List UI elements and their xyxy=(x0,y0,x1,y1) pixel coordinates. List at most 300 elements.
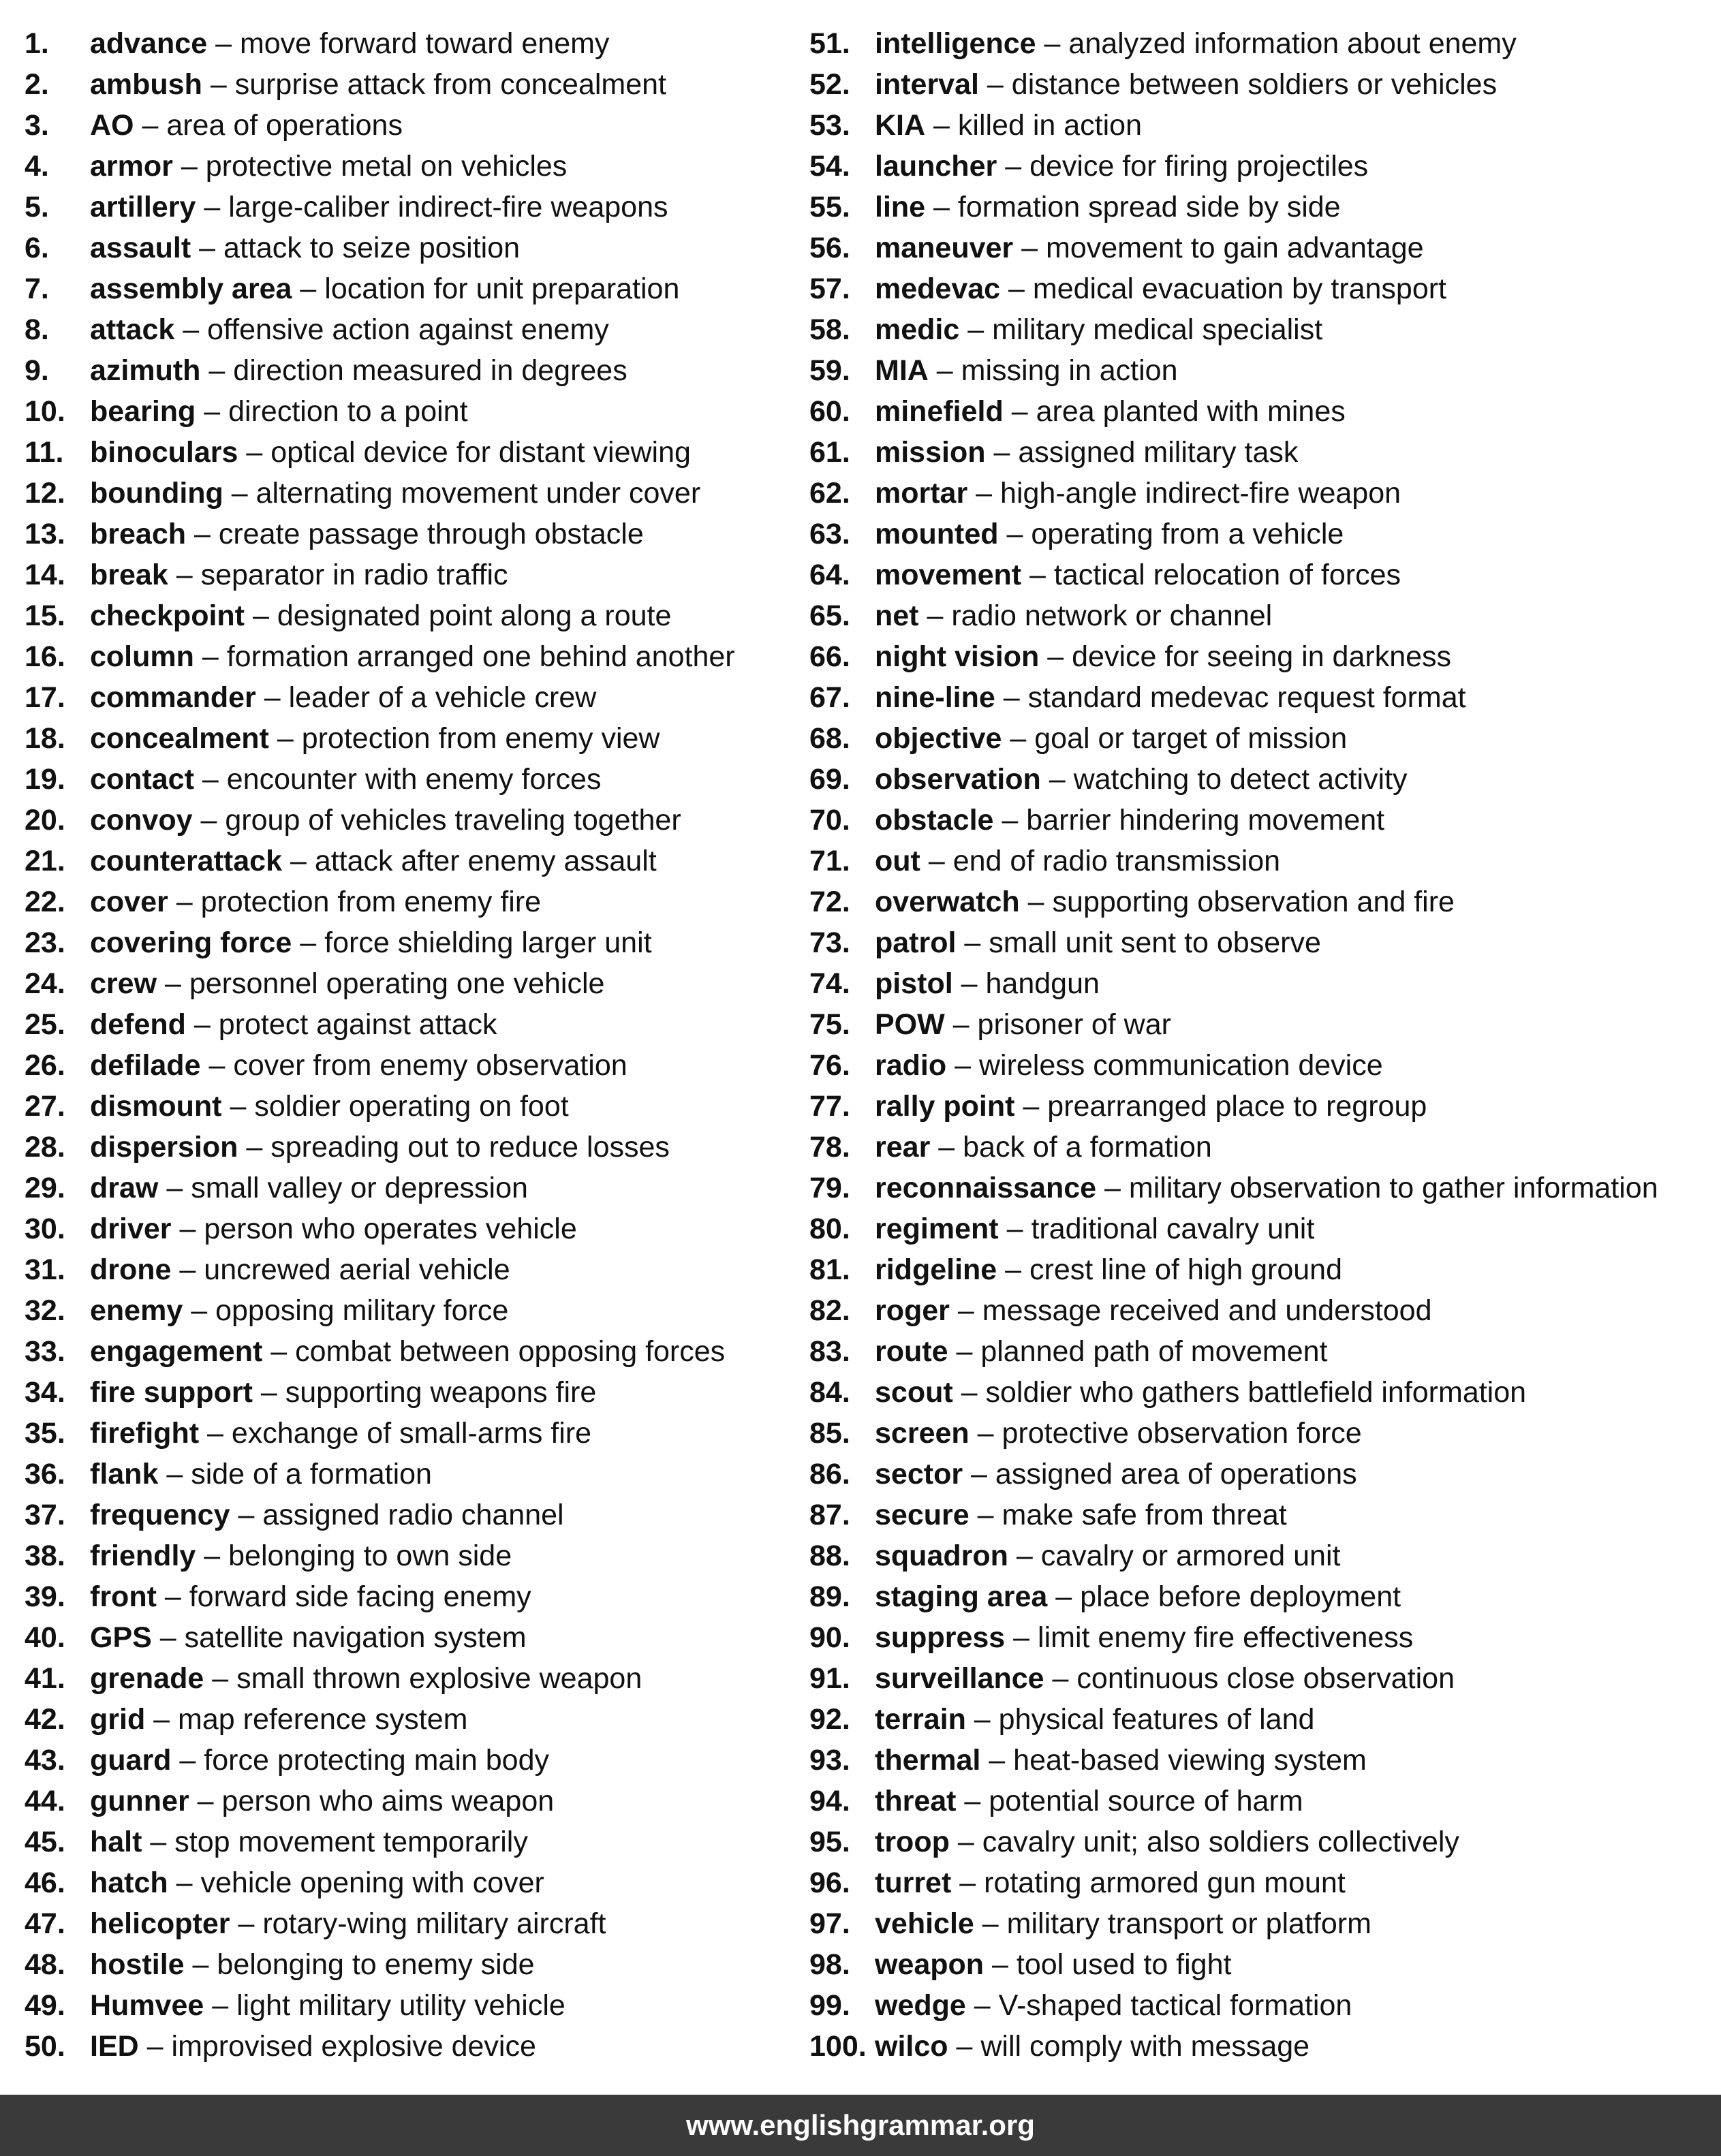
entry-number: 47. xyxy=(25,1907,65,1940)
entry-dash: – xyxy=(277,722,294,755)
entry-term: MIA xyxy=(875,354,929,387)
entry-dash: – xyxy=(215,27,232,60)
entry-term: surveillance xyxy=(875,1662,1044,1695)
entry-definition: watching to detect activity xyxy=(1073,763,1408,796)
glossary-column-right xyxy=(809,26,1716,2069)
glossary-entry xyxy=(809,1947,1716,1988)
entry-number: 18. xyxy=(25,722,65,755)
glossary-entry xyxy=(25,1702,808,1743)
entry-term: gunner xyxy=(90,1785,189,1817)
entry-number: 62. xyxy=(809,477,850,510)
glossary-entry xyxy=(809,1416,1716,1456)
glossary-entry xyxy=(809,598,1716,639)
entry-number: 82. xyxy=(809,1294,850,1327)
entry-definition: attack to seize position xyxy=(223,232,521,264)
entry-definition: personnel operating one vehicle xyxy=(189,967,605,1000)
entry-term: suppress xyxy=(875,1621,1006,1654)
entry-dash: – xyxy=(961,967,978,1000)
entry-definition: group of vehicles traveling together xyxy=(225,804,681,837)
glossary-entry xyxy=(25,721,808,762)
entry-dash: – xyxy=(176,886,193,918)
glossary-entry xyxy=(25,966,808,1007)
glossary-entry xyxy=(809,639,1716,680)
entry-number: 100. xyxy=(809,2030,867,2063)
glossary-entry xyxy=(25,475,808,516)
entry-dash: – xyxy=(928,845,945,877)
entry-dash: – xyxy=(179,1744,196,1777)
entry-definition: small thrown explosive weapon xyxy=(236,1662,642,1695)
entry-dash: – xyxy=(260,1376,277,1409)
entry-number: 78. xyxy=(809,1131,850,1163)
glossary-entry xyxy=(25,639,808,680)
glossary-entry xyxy=(25,557,808,598)
glossary-entry xyxy=(809,353,1716,394)
glossary-entry xyxy=(809,843,1716,884)
entry-term: ambush xyxy=(90,68,202,101)
entry-dash: – xyxy=(1003,681,1020,714)
entry-term: contact xyxy=(90,763,194,796)
glossary-entry xyxy=(25,230,808,271)
entry-definition: encounter with enemy forces xyxy=(226,763,602,796)
glossary-entry xyxy=(25,1375,808,1416)
entry-term: route xyxy=(875,1335,948,1368)
entry-number: 77. xyxy=(809,1090,850,1123)
glossary-entry xyxy=(25,762,808,802)
glossary-entry xyxy=(809,1211,1716,1252)
entry-term: enemy xyxy=(90,1294,183,1327)
entry-term: turret xyxy=(875,1866,952,1899)
entry-term: convoy xyxy=(90,804,193,837)
entry-definition: small unit sent to observe xyxy=(989,926,1321,959)
entry-term: squadron xyxy=(875,1540,1008,1572)
entry-definition: create passage through obstacle xyxy=(218,518,644,550)
entry-dash: – xyxy=(1006,518,1023,550)
entry-term: firefight xyxy=(90,1417,200,1450)
entry-term: ridgeline xyxy=(875,1253,997,1286)
entry-number: 31. xyxy=(25,1253,65,1286)
entry-term: observation xyxy=(875,763,1041,796)
glossary-entry xyxy=(25,1579,808,1620)
entry-dash: – xyxy=(1008,272,1025,305)
entry-dash: – xyxy=(1016,1540,1033,1572)
entry-definition: heat-based viewing system xyxy=(1013,1744,1367,1777)
entry-term: cover xyxy=(90,886,168,918)
entry-dash: – xyxy=(192,1948,209,1981)
entry-term: bearing xyxy=(90,395,196,428)
entry-dash: – xyxy=(987,68,1004,101)
entry-number: 41. xyxy=(25,1662,65,1695)
entry-term: draw xyxy=(90,1172,159,1204)
entry-definition: force shielding larger unit xyxy=(324,926,652,959)
entry-dash: – xyxy=(166,1458,183,1490)
entry-term: drone xyxy=(90,1253,172,1286)
entry-dash: – xyxy=(976,477,993,510)
entry-number: 49. xyxy=(25,1989,65,2022)
glossary-entry xyxy=(809,1048,1716,1089)
entry-term: nine-line xyxy=(875,681,995,714)
entry-definition: planned path of movement xyxy=(980,1335,1328,1368)
entry-number: 57. xyxy=(809,272,850,305)
entry-definition: wireless communication device xyxy=(978,1049,1383,1082)
entry-dash: – xyxy=(1010,722,1027,755)
glossary-entry xyxy=(25,271,808,312)
entry-term: maneuver xyxy=(875,232,1014,264)
entry-term: fire support xyxy=(90,1376,253,1409)
entry-number: 3. xyxy=(25,109,49,142)
entry-definition: barrier hindering movement xyxy=(1026,804,1385,837)
entry-term: column xyxy=(90,640,194,673)
entry-number: 58. xyxy=(809,313,850,346)
entry-term: troop xyxy=(875,1826,950,1858)
glossary-entry xyxy=(809,1007,1716,1048)
glossary-entry xyxy=(25,1252,808,1293)
entry-dash: – xyxy=(176,559,193,591)
entry-number: 69. xyxy=(809,763,850,796)
entry-definition: move forward toward enemy xyxy=(239,27,610,60)
entry-term: mounted xyxy=(875,518,999,550)
entry-definition: protect against attack xyxy=(218,1008,497,1041)
entry-term: vehicle xyxy=(875,1907,974,1940)
glossary-entry xyxy=(25,1089,808,1129)
glossary-entry xyxy=(809,1170,1716,1211)
glossary-entry xyxy=(25,67,808,108)
entry-dash: – xyxy=(252,599,269,632)
entry-definition: area of operations xyxy=(166,109,403,142)
entry-dash: – xyxy=(961,1376,978,1409)
entry-term: intelligence xyxy=(875,27,1036,60)
entry-number: 70. xyxy=(809,804,850,837)
entry-dash: – xyxy=(208,354,226,387)
entry-dash: – xyxy=(971,1458,987,1490)
entry-dash: – xyxy=(202,640,219,673)
entry-dash: – xyxy=(230,1090,247,1123)
entry-term: defend xyxy=(90,1008,186,1041)
entry-term: assault xyxy=(90,232,191,264)
entry-number: 64. xyxy=(809,559,850,591)
entry-term: threat xyxy=(875,1785,957,1817)
entry-dash: – xyxy=(1013,1621,1030,1654)
glossary-entry xyxy=(809,557,1716,598)
entry-dash: – xyxy=(1023,1090,1040,1123)
entry-number: 65. xyxy=(809,599,850,632)
entry-definition: opposing military force xyxy=(215,1294,509,1327)
entry-number: 81. xyxy=(809,1253,850,1286)
entry-number: 84. xyxy=(809,1376,850,1409)
entry-number: 75. xyxy=(809,1008,850,1041)
glossary-entry xyxy=(809,884,1716,925)
glossary-entry xyxy=(25,353,808,394)
glossary-entry xyxy=(25,1334,808,1375)
entry-definition: map reference system xyxy=(178,1703,468,1736)
entry-number: 71. xyxy=(809,845,850,877)
glossary-entry xyxy=(809,1620,1716,1661)
glossary-entry xyxy=(25,149,808,189)
entry-dash: – xyxy=(993,436,1010,469)
glossary-entry xyxy=(809,966,1716,1007)
entry-term: wedge xyxy=(875,1989,966,2022)
entry-dash: – xyxy=(153,1703,170,1736)
entry-dash: – xyxy=(183,313,200,346)
entry-definition: stop movement temporarily xyxy=(174,1826,528,1858)
entry-term: radio xyxy=(875,1049,947,1082)
entry-definition: military observation to gather information xyxy=(1128,1172,1658,1204)
entry-number: 20. xyxy=(25,804,65,837)
entry-number: 10. xyxy=(25,395,65,428)
entry-dash: – xyxy=(977,1417,994,1450)
glossary-entry xyxy=(809,1089,1716,1129)
entry-definition: offensive action against enemy xyxy=(207,313,609,346)
entry-definition: cavalry or armored unit xyxy=(1040,1540,1341,1572)
entry-dash: – xyxy=(936,354,953,387)
entry-number: 30. xyxy=(25,1213,65,1245)
entry-definition: potential source of harm xyxy=(989,1785,1303,1817)
entry-dash: – xyxy=(179,1253,196,1286)
entry-definition: uncrewed aerial vehicle xyxy=(204,1253,510,1286)
entry-number: 21. xyxy=(25,845,65,877)
entry-number: 40. xyxy=(25,1621,65,1654)
entry-number: 55. xyxy=(809,191,850,223)
entry-dash: – xyxy=(938,1131,955,1163)
glossary-entry xyxy=(809,925,1716,966)
entry-term: medic xyxy=(875,313,960,346)
glossary-entry xyxy=(25,1048,808,1089)
entry-dash: – xyxy=(208,1049,226,1082)
entry-dash: – xyxy=(212,1989,229,2022)
entry-definition: V-shaped tactical formation xyxy=(998,1989,1352,2022)
entry-definition: continuous close observation xyxy=(1076,1662,1455,1695)
entry-number: 24. xyxy=(25,967,65,1000)
entry-dash: – xyxy=(181,150,198,183)
entry-definition: attack after enemy assault xyxy=(314,845,657,877)
entry-definition: killed in action xyxy=(957,109,1142,142)
glossary-entry xyxy=(25,1743,808,1783)
entry-dash: – xyxy=(952,1008,970,1041)
entry-definition: cavalry unit; also soldiers collectively xyxy=(982,1826,1459,1858)
entry-definition: formation spread side by side xyxy=(957,191,1341,223)
entry-dash: – xyxy=(974,1703,991,1736)
entry-definition: separator in radio traffic xyxy=(200,559,508,591)
entry-term: net xyxy=(875,599,919,632)
entry-number: 72. xyxy=(809,886,850,918)
entry-number: 32. xyxy=(25,1294,65,1327)
glossary-entry xyxy=(809,189,1716,230)
entry-definition: forward side facing enemy xyxy=(189,1580,531,1613)
entry-definition: location for unit preparation xyxy=(324,272,680,305)
entry-dash: – xyxy=(204,191,221,223)
entry-number: 29. xyxy=(25,1172,65,1204)
entry-term: armor xyxy=(90,150,173,183)
entry-definition: satellite navigation system xyxy=(184,1621,527,1654)
entry-dash: – xyxy=(212,1662,229,1695)
glossary-entry xyxy=(25,1416,808,1456)
entry-dash: – xyxy=(1049,763,1066,796)
entry-dash: – xyxy=(191,1294,208,1327)
entry-dash: – xyxy=(992,1948,1008,1981)
entry-definition: analyzed information about enemy xyxy=(1068,27,1517,60)
entry-dash: – xyxy=(300,926,317,959)
entry-dash: – xyxy=(1005,1253,1022,1286)
entry-term: AO xyxy=(90,109,134,142)
entry-definition: small valley or depression xyxy=(191,1172,528,1204)
glossary-entry xyxy=(809,26,1716,67)
entry-dash: – xyxy=(200,804,217,837)
entry-number: 91. xyxy=(809,1662,850,1695)
entry-number: 44. xyxy=(25,1785,65,1817)
entry-number: 73. xyxy=(809,926,850,959)
entry-number: 33. xyxy=(25,1335,65,1368)
entry-definition: high-angle indirect-fire weapon xyxy=(1000,477,1401,510)
entry-definition: standard medevac request format xyxy=(1027,681,1466,714)
entry-number: 46. xyxy=(25,1866,65,1899)
entry-definition: movement to gain advantage xyxy=(1046,232,1424,264)
entry-dash: – xyxy=(957,1826,974,1858)
entry-dash: – xyxy=(264,681,281,714)
entry-dash: – xyxy=(150,1826,167,1858)
entry-term: binoculars xyxy=(90,436,238,469)
entry-definition: person who operates vehicle xyxy=(204,1213,577,1245)
glossary-entry xyxy=(25,1211,808,1252)
entry-dash: – xyxy=(1027,886,1044,918)
entry-term: obstacle xyxy=(875,804,994,837)
entry-definition: missing in action xyxy=(961,354,1178,387)
entry-term: crew xyxy=(90,967,157,1000)
entry-number: 68. xyxy=(809,722,850,755)
glossary-entry xyxy=(25,1947,808,1988)
entry-term: KIA xyxy=(875,109,926,142)
glossary-entry xyxy=(809,721,1716,762)
entry-number: 9. xyxy=(25,354,49,387)
entry-term: flank xyxy=(90,1458,159,1490)
entry-definition: radio network or channel xyxy=(951,599,1273,632)
glossary-entry xyxy=(809,1579,1716,1620)
glossary-entry xyxy=(809,475,1716,516)
glossary-entry xyxy=(809,1988,1716,2029)
entry-term: attack xyxy=(90,313,175,346)
entry-definition: vehicle opening with cover xyxy=(200,1866,544,1899)
entry-definition: distance between soldiers or vehicles xyxy=(1011,68,1498,101)
entry-dash: – xyxy=(989,1744,1006,1777)
entry-definition: designated point along a route xyxy=(277,599,672,632)
entry-number: 98. xyxy=(809,1948,850,1981)
entry-dash: – xyxy=(159,1621,176,1654)
glossary-entry xyxy=(25,1906,808,1947)
entry-number: 94. xyxy=(809,1785,850,1817)
entry-definition: person who aims weapon xyxy=(221,1785,555,1817)
glossary-column-left xyxy=(25,26,808,2069)
glossary-entry xyxy=(25,680,808,721)
entry-definition: tactical relocation of forces xyxy=(1053,559,1401,591)
entry-term: engagement xyxy=(90,1335,263,1368)
entry-dash: – xyxy=(142,109,159,142)
entry-term: pistol xyxy=(875,967,953,1000)
glossary-entry xyxy=(25,1865,808,1906)
entry-term: break xyxy=(90,559,168,591)
entry-number: 15. xyxy=(25,599,65,632)
entry-number: 27. xyxy=(25,1090,65,1123)
entry-term: dispersion xyxy=(90,1131,238,1163)
entry-term: regiment xyxy=(875,1213,999,1245)
entry-dash: – xyxy=(202,763,219,796)
entry-number: 97. xyxy=(809,1907,850,1940)
entry-term: medevac xyxy=(875,272,1001,305)
glossary-entry xyxy=(809,67,1716,108)
entry-dash: – xyxy=(927,599,944,632)
entry-definition: alternating movement under cover xyxy=(255,477,701,510)
entry-definition: crest line of high ground xyxy=(1029,1253,1342,1286)
entry-definition: soldier who gathers battlefield information xyxy=(985,1376,1527,1409)
entry-definition: area planted with mines xyxy=(1036,395,1346,428)
entry-term: artillery xyxy=(90,191,196,223)
entry-definition: leader of a vehicle crew xyxy=(288,681,597,714)
glossary-entry xyxy=(25,884,808,925)
entry-definition: light military utility vehicle xyxy=(236,1989,565,2022)
glossary-entry xyxy=(25,1129,808,1170)
entry-term: secure xyxy=(875,1499,970,1531)
entry-definition: optical device for distant viewing xyxy=(270,436,691,469)
entry-term: night vision xyxy=(875,640,1040,673)
entry-term: objective xyxy=(875,722,1002,755)
entry-term: interval xyxy=(875,68,979,101)
entry-dash: – xyxy=(164,967,181,1000)
entry-term: roger xyxy=(875,1294,950,1327)
glossary-entry xyxy=(25,1783,808,1824)
entry-term: weapon xyxy=(875,1948,984,1981)
entry-term: rally point xyxy=(875,1090,1015,1123)
entry-number: 60. xyxy=(809,395,850,428)
entry-number: 25. xyxy=(25,1008,65,1041)
entry-term: screen xyxy=(875,1417,970,1450)
entry-dash: – xyxy=(955,1049,972,1082)
glossary-entry xyxy=(25,598,808,639)
entry-dash: – xyxy=(204,395,221,428)
entry-dash: – xyxy=(146,2030,164,2063)
entry-dash: – xyxy=(193,1008,211,1041)
glossary-entry xyxy=(809,149,1716,189)
glossary-entry xyxy=(25,1661,808,1702)
entry-definition: force protecting main body xyxy=(204,1744,550,1777)
glossary-entry xyxy=(25,1824,808,1865)
entry-number: 53. xyxy=(809,109,850,142)
entry-number: 26. xyxy=(25,1049,65,1082)
entry-number: 92. xyxy=(809,1703,850,1736)
entry-definition: surprise attack from concealment xyxy=(234,68,667,101)
entry-number: 99. xyxy=(809,1989,850,2022)
entry-number: 74. xyxy=(809,967,850,1000)
entry-definition: place before deployment xyxy=(1080,1580,1401,1613)
entry-definition: tool used to fight xyxy=(1016,1948,1232,1981)
glossary-entry xyxy=(809,680,1716,721)
glossary-entry xyxy=(25,2029,808,2069)
glossary-entry xyxy=(809,2029,1716,2069)
entry-number: 93. xyxy=(809,1744,850,1777)
entry-number: 95. xyxy=(809,1826,850,1858)
entry-dash: – xyxy=(967,313,984,346)
entry-term: assembly area xyxy=(90,272,292,305)
footer-bar xyxy=(0,2095,1721,2156)
glossary-entry xyxy=(25,189,808,230)
entry-definition: medical evacuation by transport xyxy=(1032,272,1447,305)
entry-term: thermal xyxy=(875,1744,981,1777)
entry-term: frequency xyxy=(90,1499,230,1531)
entry-dash: – xyxy=(270,1335,288,1368)
entry-definition: make safe from threat xyxy=(1002,1499,1287,1531)
entry-definition: will comply with message xyxy=(980,2030,1310,2063)
entry-number: 43. xyxy=(25,1744,65,1777)
entry-number: 76. xyxy=(809,1049,850,1082)
glossary-entry xyxy=(809,108,1716,149)
entry-definition: message received and understood xyxy=(982,1294,1432,1327)
glossary-entry xyxy=(809,271,1716,312)
